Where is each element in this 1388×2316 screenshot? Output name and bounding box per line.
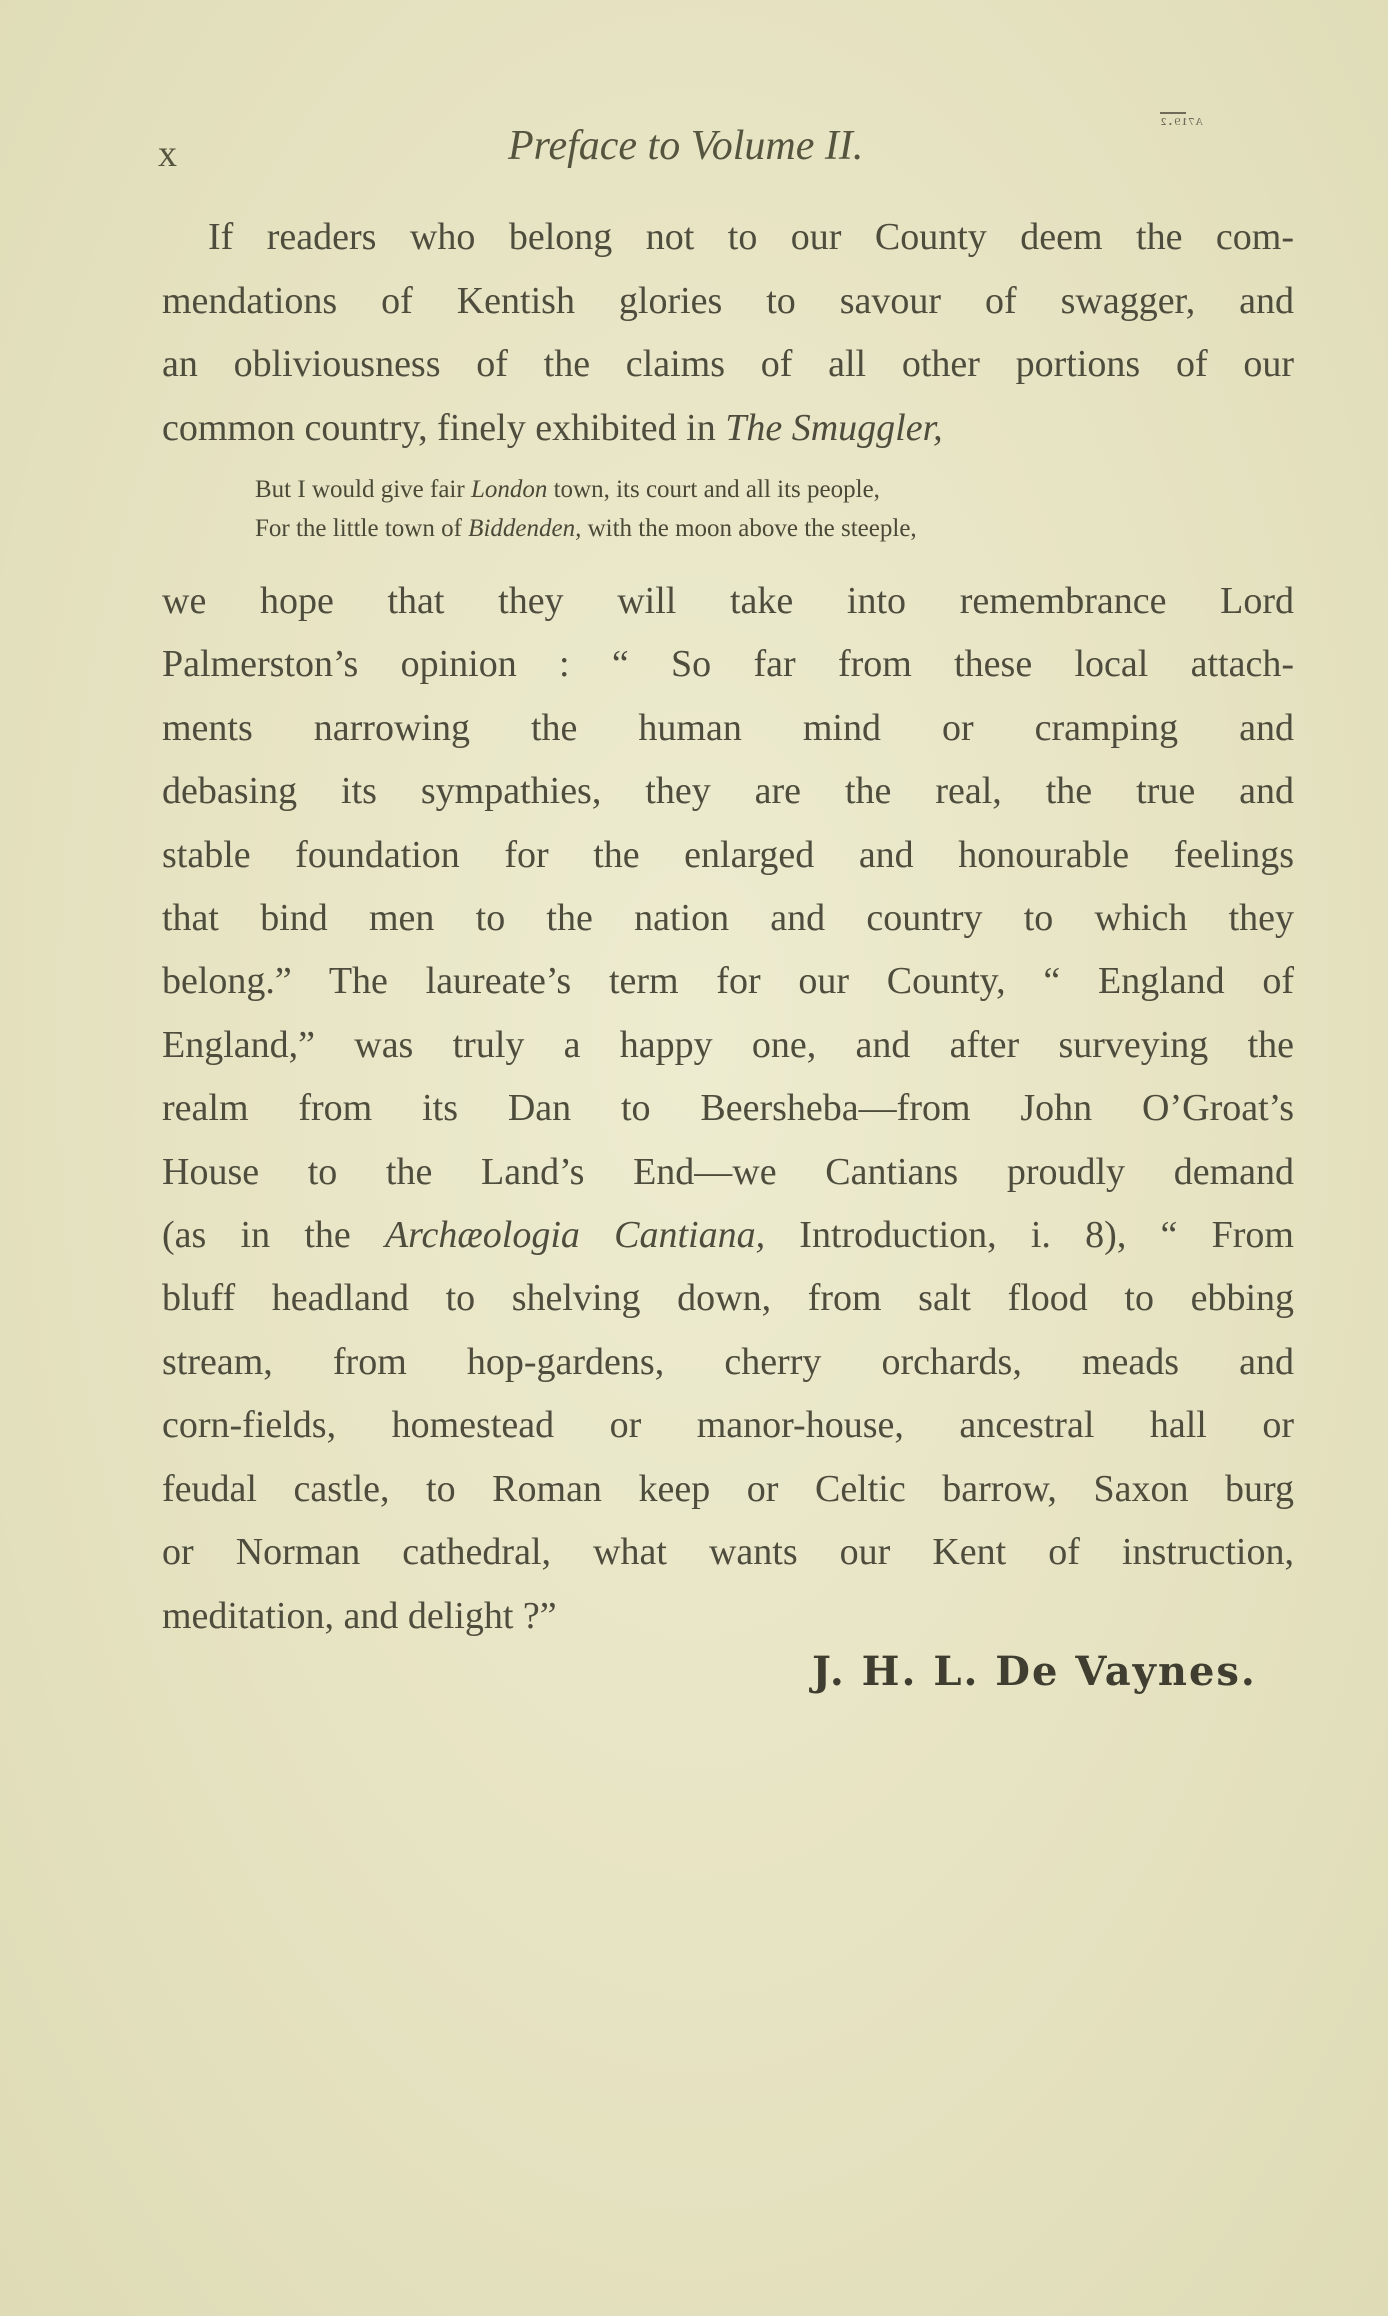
paragraph-2-line: that bind men to the nation and country to which they — [162, 897, 1294, 940]
paragraph-2-line: Palmerston’s opinion : “ So far from these local attach- — [162, 643, 1294, 686]
book-title-smuggler: The Smuggler, — [725, 406, 943, 449]
verse-quotation — [255, 470, 917, 548]
paragraph-2-citation-start: (as in the — [162, 1214, 385, 1257]
paragraph-2-line: bluff headland to shelving down, from salt flood to ebbing — [162, 1277, 1294, 1320]
paragraph-2-line: ments narrowing the human mind or cramping and — [162, 706, 1294, 749]
paragraph-2-line: belong.” The laureate’s term for our County, “ England of — [162, 960, 1294, 1003]
paragraph-1-line: an obliviousness of the claims of all other portions of our — [162, 343, 1294, 385]
journal-title: Archæologia Cantiana, — [384, 1214, 766, 1257]
paragraph-2-line: stream, from hop-gardens, cherry orchards, meads and — [162, 1340, 1294, 1383]
paragraph-1-last-text: common country, finely exhibited in — [162, 406, 726, 449]
place-london: London — [470, 476, 548, 503]
paragraph-1-line: If readers who belong not to our County deem the com- — [208, 216, 1294, 258]
page-folio: x — [158, 133, 178, 175]
place-biddenden: Biddenden, — [468, 515, 582, 542]
paragraph-2-line: debasing its sympathies, they are the real, the true and — [162, 770, 1294, 813]
verse-line-2-start: For the little town of — [255, 515, 469, 542]
paragraph-2-line: we hope that they will take into remembrance Lord — [162, 580, 1294, 622]
paragraph-2-line: House to the Land’s End—we Cantians proudly demand — [162, 1150, 1294, 1193]
paragraph-2 — [162, 570, 1294, 1648]
paragraph-1-line — [162, 397, 1294, 461]
verse-line-1-end: town, its court and all its people, — [547, 476, 880, 503]
shelf-mark: ᴬ⁷¹⁹·² — [1160, 114, 1203, 134]
paragraph-1-line: mendations of Kentish glories to savour of swagger, and — [162, 279, 1294, 322]
paragraph-2-line: stable foundation for the enlarged and honourable feelings — [162, 833, 1294, 876]
paragraph-2-line: corn-fields, homestead or manor-house, ancestral hall or — [162, 1404, 1294, 1447]
verse-line-1-start: But I would give fair — [255, 476, 471, 503]
running-head: Preface to Volume II. — [508, 123, 864, 169]
verse-line-2-end: with the moon above the steeple, — [581, 515, 917, 542]
paragraph-1 — [162, 206, 1294, 460]
paragraph-2-line: feudal castle, to Roman keep or Celtic barrow, Saxon burg — [162, 1467, 1294, 1510]
paragraph-2-line — [162, 1204, 1294, 1267]
author-signature: J. H. L. De Vaynes. — [812, 1648, 1257, 1695]
paragraph-2-citation-end: Introduction, i. 8), “ From — [765, 1214, 1294, 1257]
paragraph-2-line: England,” was truly a happy one, and after surveying the — [162, 1023, 1294, 1066]
paragraph-2-last-line: meditation, and delight ?” — [162, 1594, 557, 1637]
paragraph-2-line: or Norman cathedral, what wants our Kent of instruction, — [162, 1531, 1294, 1574]
verse-line-1 — [255, 470, 917, 509]
paragraph-2-line: realm from its Dan to Beersheba—from John O’Groat’s — [162, 1087, 1294, 1130]
verse-line-2 — [255, 509, 917, 548]
